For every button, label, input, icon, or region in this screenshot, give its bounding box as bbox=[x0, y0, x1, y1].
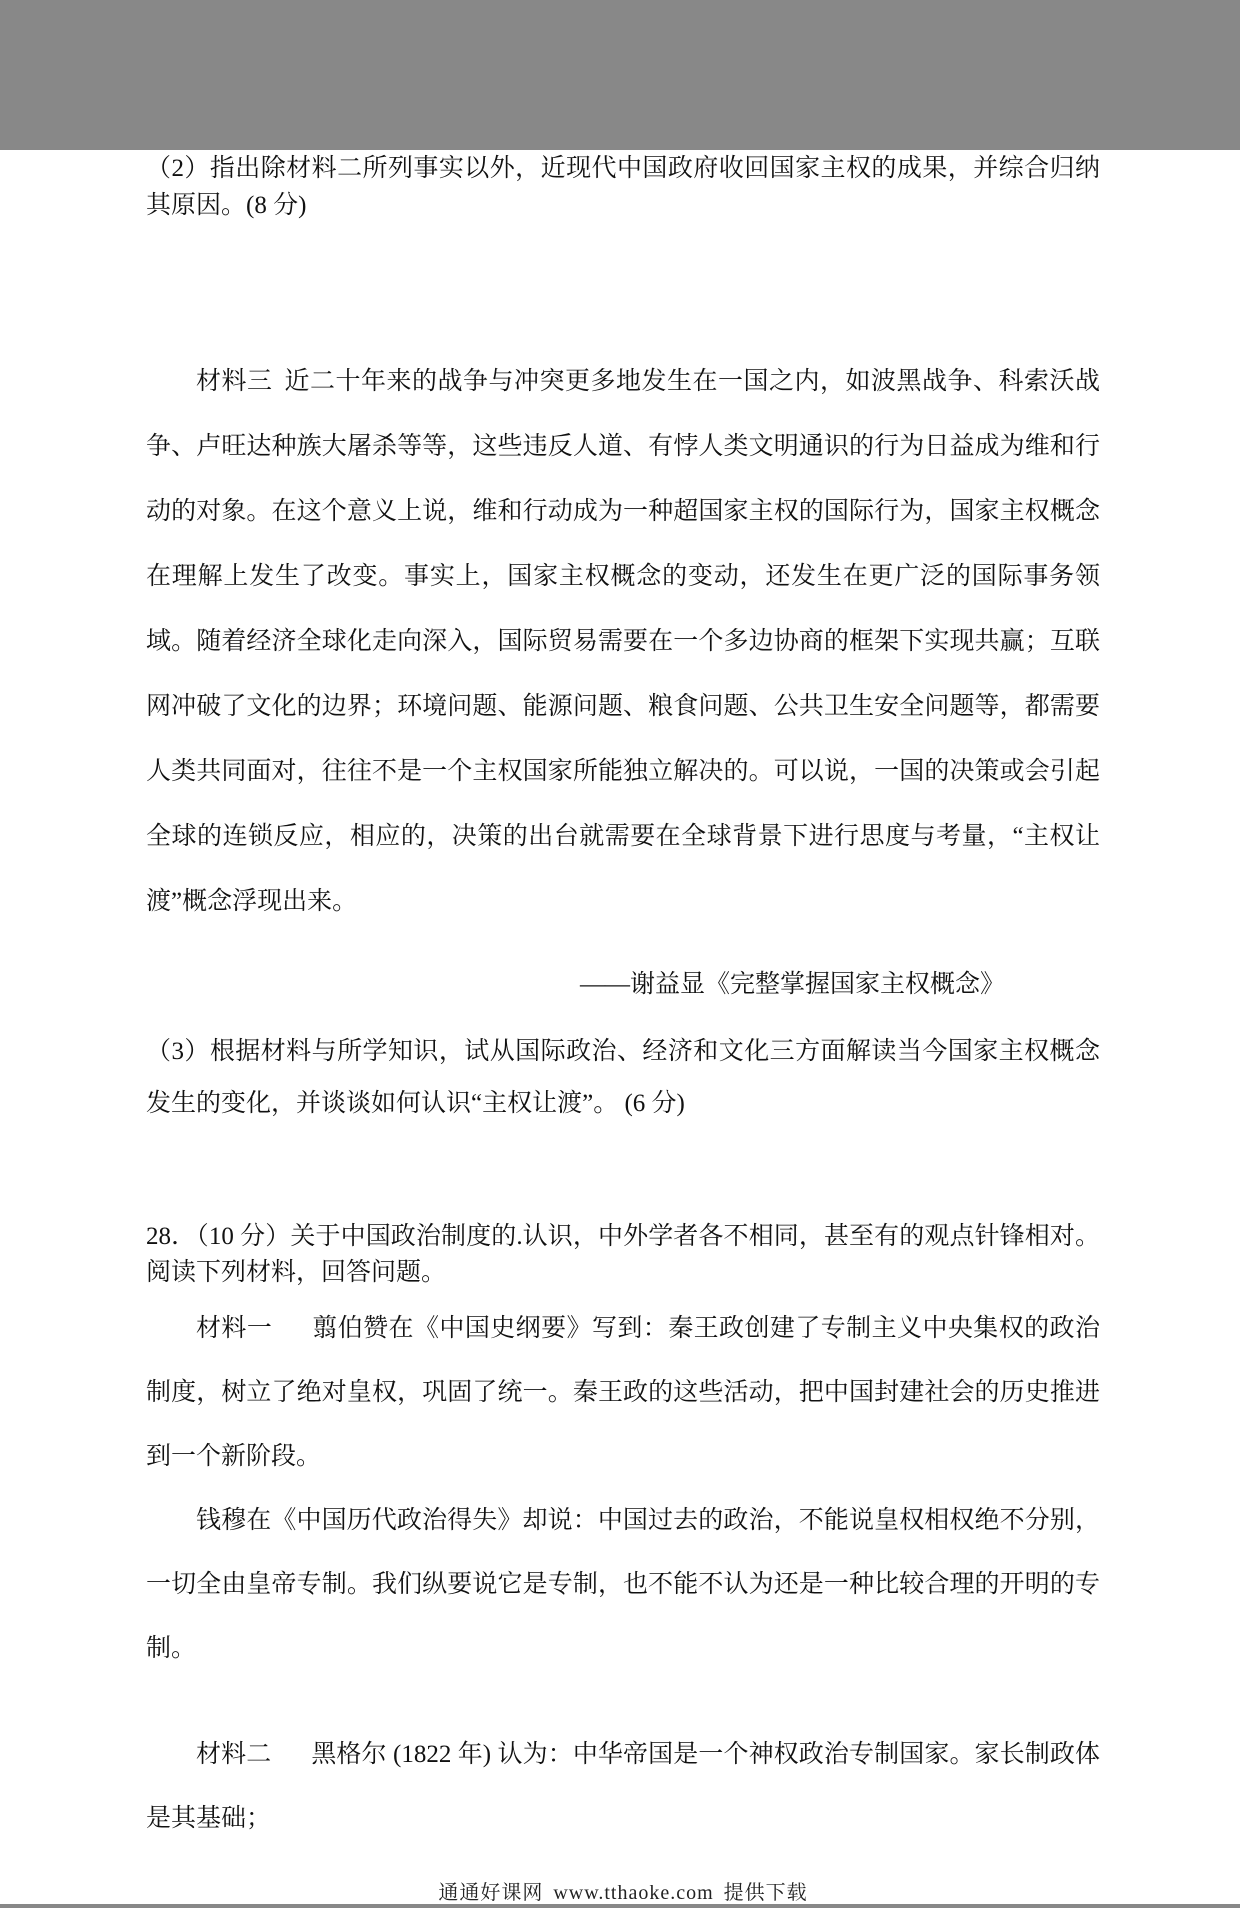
material-3-text: 近二十年来的战争与冲突更多地发生在一国之内，如波黑战争、科索沃战争、卢旺达种族大屠杀等等，这些违反人道、有悖人类文明通识的行为日益成为维和行动的对象。在这个意义上说，维和行动成为一种超国家主权的国际行为，国家主权概念在理解上发生了改变。事实上，国家主权概念的变动，还发生在更广泛的国际事务领域。随着经济全球化走向深入，国际贸易需要在一个多边协商的框架下实现共赢；互联网冲破了文化的边界；环境问题、能源问题、粮食问题、公共卫生安全问题等，都需要人类共同面对，往往不是一个主权国家所能独立解决的。可以说，一国的决策或会引起全球的连锁反应，相应的，决策的出台就需要在全球背景下进行思度与考量，“主权让渡”概念浮现出来。 bbox=[146, 368, 1100, 915]
material-2-label: 材料二 bbox=[196, 1741, 272, 1768]
material-3-paragraph bbox=[146, 349, 1100, 934]
material-1-qianmu-text: 钱穆在《中国历代政治得失》却说：中国过去的政治，不能说皇权相权绝不分别，一切全由皇帝专制。我们纵要说它是专制，也不能不认为还是一种比较合理的开明的专制。 bbox=[146, 1507, 1100, 1662]
material-2-text: 黑格尔 (1822 年) 认为：中华帝国是一个神权政治专制国家。家长制政体是其基础； bbox=[146, 1741, 1100, 1832]
material-1-jianbozan-text: 翦伯赞在《中国史纲要》写到：秦王政创建了专制主义中央集权的政治制度，树立了绝对皇权，巩固了统一。秦王政的这些活动，把中国封建社会的历史推进到一个新阶段。 bbox=[146, 1315, 1100, 1470]
footer-url: www.tthaoke.com bbox=[553, 1882, 714, 1904]
question-2-text: （2）指出除材料二所列事实以外，近现代中国政府收回国家主权的成果，并综合归纳其原因。(8 分) bbox=[146, 155, 1100, 219]
question-28-stem: 28．（10 分）关于中国政治制度的.认识，中外学者各不相同，甚至有的观点针锋相对。阅读下列材料，回答问题。 bbox=[146, 1223, 1100, 1286]
footer-watermark bbox=[146, 1878, 1100, 1908]
material-3-label: 材料三 bbox=[196, 368, 273, 395]
material-1-paragraph bbox=[146, 1297, 1100, 1489]
exam-document-page bbox=[0, 150, 1240, 1904]
footer-site-name: 通通好课网 bbox=[438, 1882, 544, 1904]
material-3-source-attribution: ——谢益显《完整掌握国家主权概念》 bbox=[579, 971, 1005, 998]
material-2-paragraph bbox=[146, 1723, 1100, 1851]
material-1-label: 材料一 bbox=[196, 1315, 273, 1342]
footer-suffix: 提供下载 bbox=[723, 1882, 808, 1904]
question-3-text: （3）根据材料与所学知识，试从国际政治、经济和文化三方面解读当今国家主权概念发生的变化，并谈谈如何认识“主权让渡”。 (6 分) bbox=[146, 1038, 1100, 1117]
